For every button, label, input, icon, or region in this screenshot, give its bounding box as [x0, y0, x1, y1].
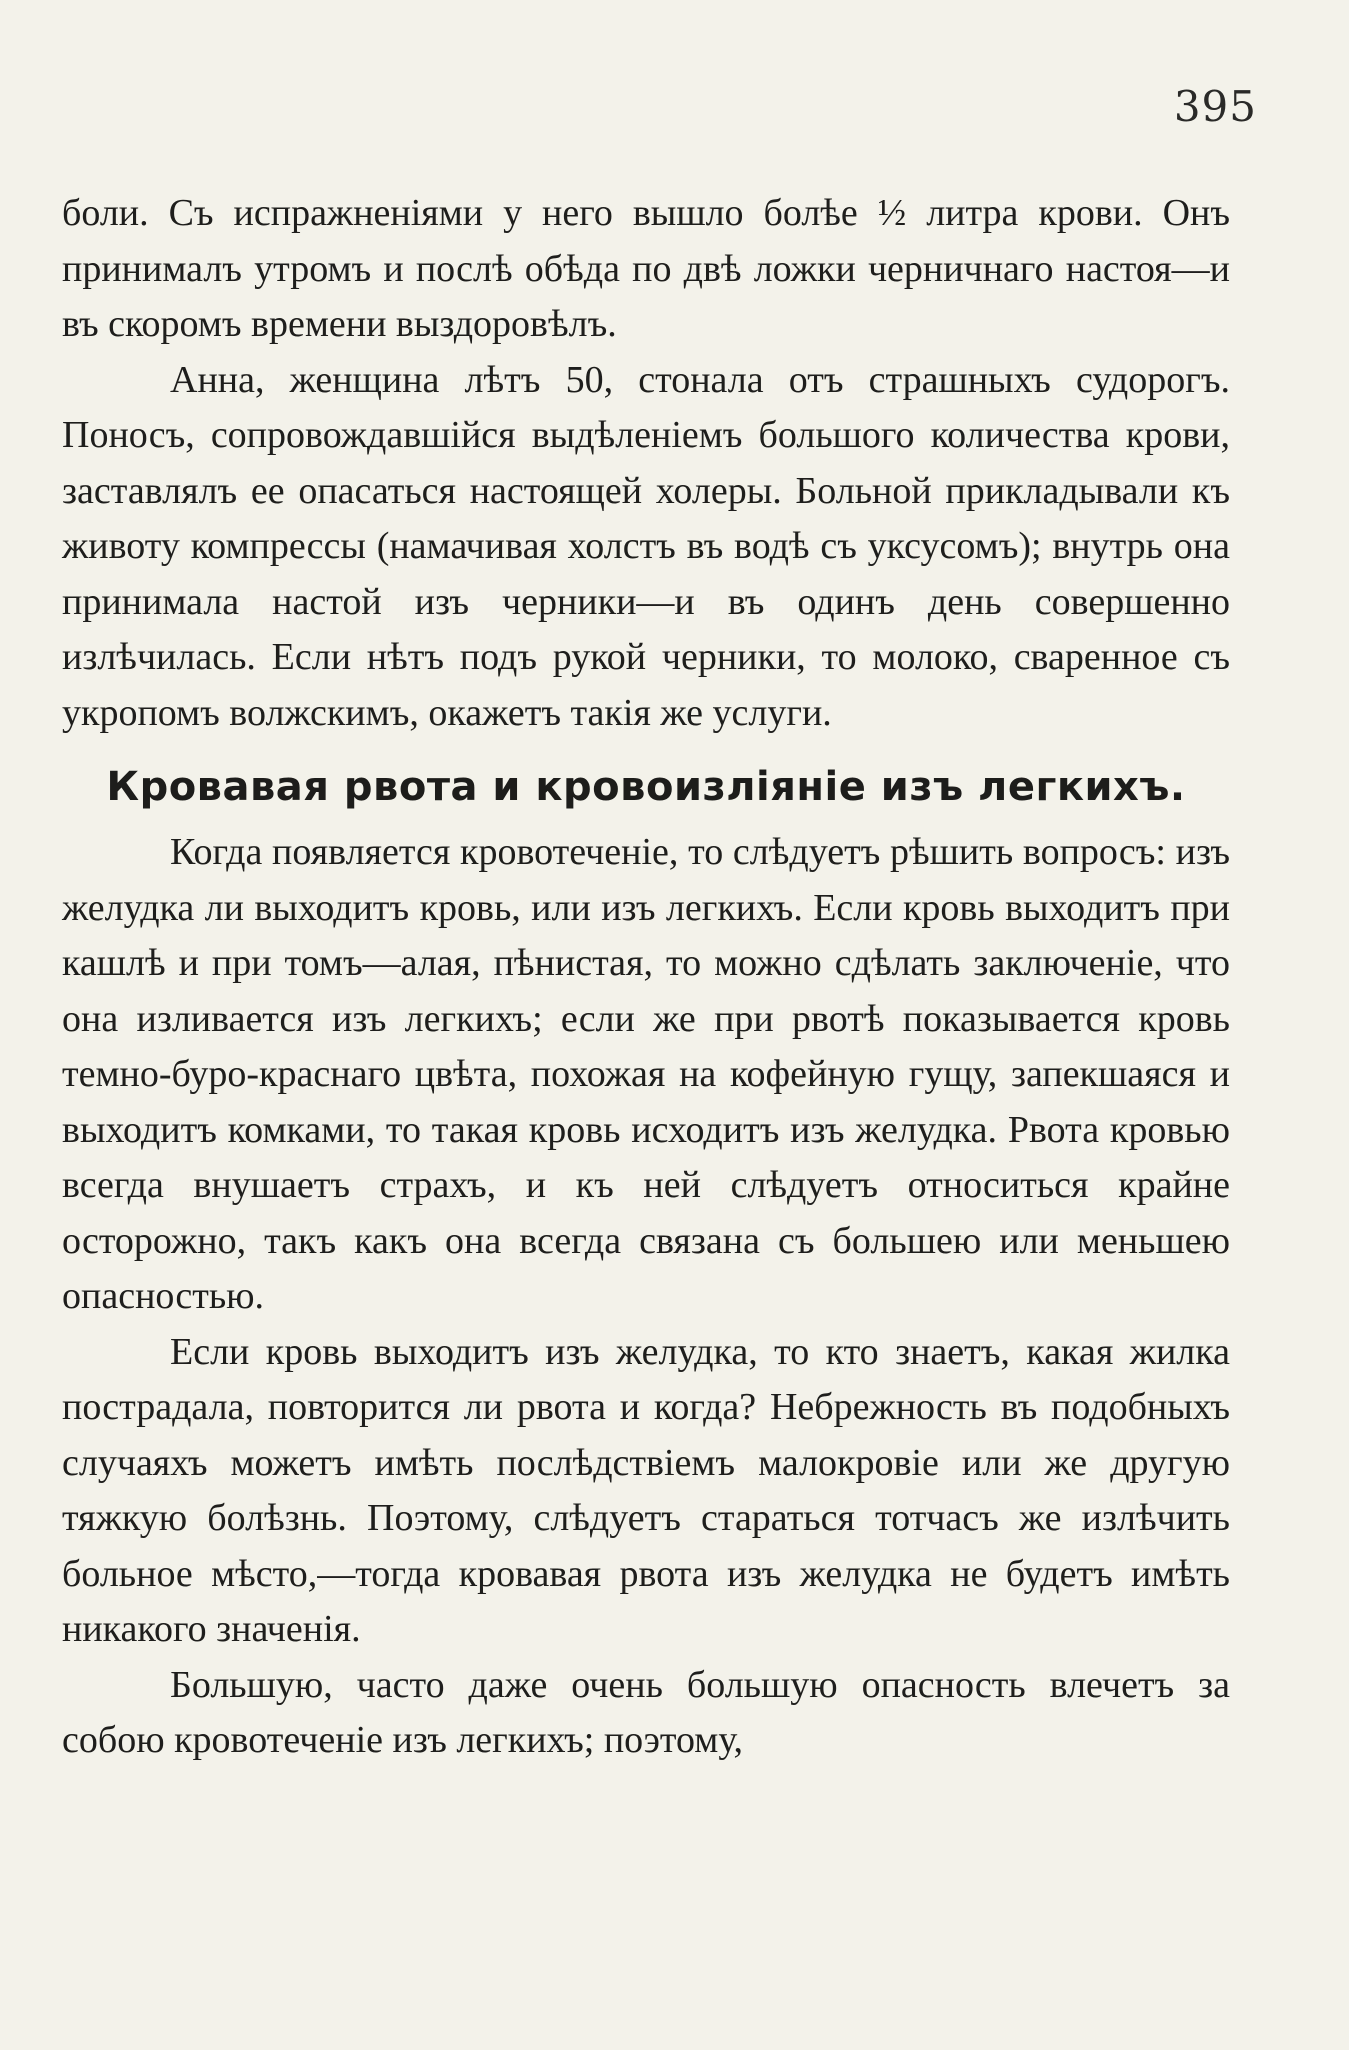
paragraph-anna: Анна, женщина лѣтъ 50, стонала отъ страшныхъ судорогъ. Поносъ, сопровождавшійся выдѣленіемъ большого количества крови, заставлялъ ее опасаться настоящей холеры. Больной прикладывали къ животу компрессы (намачивая холстъ въ водѣ съ уксусомъ); внутрь она принимала настой изъ черники—и въ одинъ день совершенно излѣчилась. Если нѣтъ подъ рукой черники, то молоко, сваренное съ укропомъ волжскимъ, окажетъ такія же услуги. [62, 358, 1230, 734]
paragraph-stomach: Если кровь выходитъ изъ желудка, то кто знаетъ, какая жилка пострадала, повторится ли рвота и когда? Небрежность въ подобныхъ случаяхъ можетъ имѣть послѣдствіемъ малокровіе или же другую тяжкую болѣзнь. Поэтому, слѣдуетъ стараться тотчасъ же излѣчить больное мѣсто,—тогда кровавая рвота изъ желудка не будетъ имѣть никакого значенія. [62, 1330, 1230, 1650]
section-heading: Кровавая рвота и кровоизліяніе изъ легкихъ. [106, 764, 1186, 810]
paragraph-continuation: боли. Съ испражненіями у него вышло болѣе ½ литра крови. Онъ принималъ утромъ и послѣ обѣда по двѣ ложки черничнаго настоя—и въ скоромъ времени выздоровѣлъ. [62, 192, 1230, 345]
paragraph-lungs: Большую, часто даже очень большую опасность влечетъ за собою кровотеченіе изъ легкихъ; поэтому, [62, 1663, 1230, 1761]
paragraph-bleeding: Когда появляется кровотеченіе, то слѣдуетъ рѣшить вопросъ: изъ желудка ли выходитъ кровь, или изъ легкихъ. Если кровь выходитъ при кашлѣ и при томъ—алая, пѣнистая, то можно сдѣлать заключеніе, что она изливается изъ легкихъ; если же при рвотѣ показывается кровь темно-буро-краснаго цвѣта, похожая на кофейную гущу, запекшаяся и выходитъ комками, то такая кровь исходитъ изъ желудка. Рвота кровью всегда внушаетъ страхъ, и къ ней слѣдуетъ относиться крайне осторожно, такъ какъ она всегда связана съ большею или меньшею опасностью. [62, 831, 1230, 1317]
page-number: 395 [1173, 82, 1257, 131]
body-text [62, 186, 1230, 1769]
